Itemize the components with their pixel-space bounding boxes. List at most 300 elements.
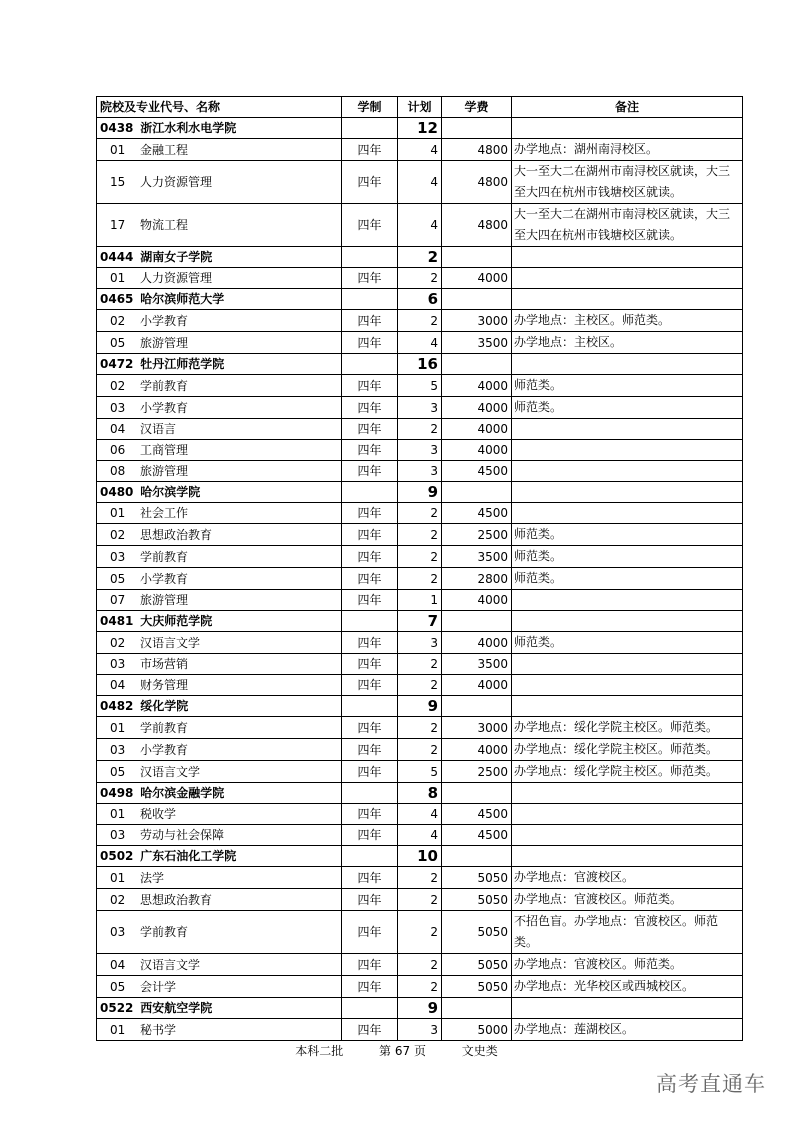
school-name: 湖南女子学院 — [140, 250, 213, 264]
major-row — [97, 503, 743, 524]
school-row — [97, 354, 743, 375]
major-duration: 四年 — [342, 867, 398, 889]
major-code: 17 — [110, 218, 126, 232]
school-code: 0498 — [100, 786, 134, 800]
major-row — [97, 204, 743, 247]
major-note: 师范类。 — [512, 397, 743, 419]
major-fee: 4500 — [442, 804, 512, 825]
major-fee: 4500 — [442, 461, 512, 482]
school-code: 0481 — [100, 614, 134, 628]
major-fee: 4000 — [442, 268, 512, 289]
school-name-cell — [97, 289, 342, 310]
school-duration — [342, 289, 398, 310]
major-name: 财务管理 — [140, 678, 189, 692]
major-name-cell — [97, 654, 342, 675]
major-row — [97, 419, 743, 440]
school-name: 哈尔滨金融学院 — [140, 786, 225, 800]
major-code: 05 — [110, 571, 126, 586]
major-plan: 2 — [398, 739, 442, 761]
major-row — [97, 440, 743, 461]
school-row — [97, 611, 743, 632]
major-code: 02 — [110, 892, 126, 907]
major-code: 05 — [110, 764, 126, 779]
major-plan: 3 — [398, 397, 442, 419]
major-plan: 3 — [398, 1019, 442, 1041]
major-row — [97, 804, 743, 825]
header-note: 备注 — [512, 97, 743, 118]
header-fee: 学费 — [442, 97, 512, 118]
major-fee: 5050 — [442, 954, 512, 976]
major-fee: 4000 — [442, 397, 512, 419]
major-row — [97, 739, 743, 761]
major-name-cell — [97, 761, 342, 783]
major-row — [97, 675, 743, 696]
major-row — [97, 1019, 743, 1041]
major-note: 办学地点：光华校区或西城校区。 — [512, 976, 743, 998]
major-name: 金融工程 — [140, 142, 189, 157]
major-plan: 4 — [398, 139, 442, 161]
major-row — [97, 268, 743, 289]
school-name: 西安航空学院 — [140, 1001, 213, 1015]
major-name-cell — [97, 739, 342, 761]
major-name: 物流工程 — [140, 218, 189, 232]
major-name: 学前教育 — [140, 549, 189, 564]
major-note: 办学地点：主校区。 — [512, 332, 743, 354]
major-name: 人力资源管理 — [140, 271, 213, 285]
major-duration: 四年 — [342, 310, 398, 332]
school-code: 0502 — [100, 849, 134, 863]
major-fee: 4800 — [442, 161, 512, 204]
major-row — [97, 568, 743, 590]
school-row — [97, 482, 743, 503]
major-plan: 5 — [398, 375, 442, 397]
major-note: 办学地点：官渡校区。师范类。 — [512, 954, 743, 976]
school-name-cell — [97, 846, 342, 867]
major-note: 办学地点：绥化学院主校区。师范类。 — [512, 739, 743, 761]
major-name: 社会工作 — [140, 506, 189, 520]
school-note — [512, 482, 743, 503]
major-name-cell — [97, 503, 342, 524]
major-fee: 4000 — [442, 739, 512, 761]
major-name-cell — [97, 524, 342, 546]
major-name-cell — [97, 461, 342, 482]
major-note: 大一至大二在湖州市南浔校区就读，大三至大四在杭州市钱塘校区就读。 — [512, 204, 743, 247]
major-name: 思想政治教育 — [140, 527, 213, 542]
major-name: 劳动与社会保障 — [140, 828, 225, 842]
school-plan: 16 — [398, 354, 442, 375]
school-duration — [342, 118, 398, 139]
major-row — [97, 461, 743, 482]
major-plan: 3 — [398, 440, 442, 461]
major-name-cell — [97, 332, 342, 354]
major-fee: 5050 — [442, 976, 512, 998]
major-note — [512, 440, 743, 461]
major-row — [97, 717, 743, 739]
major-name: 学前教育 — [140, 378, 189, 393]
school-name-cell — [97, 783, 342, 804]
major-name-cell — [97, 717, 342, 739]
major-fee: 4000 — [442, 675, 512, 696]
major-duration: 四年 — [342, 375, 398, 397]
major-plan: 4 — [398, 332, 442, 354]
major-name-cell — [97, 1019, 342, 1041]
school-note — [512, 846, 743, 867]
school-plan: 9 — [398, 696, 442, 717]
major-name: 小学教育 — [140, 742, 189, 757]
major-note: 师范类。 — [512, 568, 743, 590]
major-duration: 四年 — [342, 139, 398, 161]
page-footer — [0, 1042, 793, 1059]
school-code: 0444 — [100, 250, 134, 264]
major-plan: 2 — [398, 268, 442, 289]
major-fee: 4000 — [442, 440, 512, 461]
school-note — [512, 611, 743, 632]
major-fee: 5050 — [442, 867, 512, 889]
major-fee: 4000 — [442, 419, 512, 440]
major-plan: 2 — [398, 867, 442, 889]
school-row — [97, 118, 743, 139]
major-name-cell — [97, 419, 342, 440]
major-duration: 四年 — [342, 568, 398, 590]
major-name-cell — [97, 161, 342, 204]
major-code: 01 — [110, 1022, 126, 1037]
major-name: 旅游管理 — [140, 335, 189, 350]
major-fee: 4000 — [442, 590, 512, 611]
school-fee — [442, 696, 512, 717]
major-fee: 3000 — [442, 717, 512, 739]
school-name: 哈尔滨师范大学 — [140, 292, 225, 306]
major-name: 学前教育 — [140, 925, 189, 939]
school-note — [512, 696, 743, 717]
school-name-cell — [97, 998, 342, 1019]
major-note: 师范类。 — [512, 546, 743, 568]
major-row — [97, 375, 743, 397]
major-name-cell — [97, 546, 342, 568]
major-fee: 4800 — [442, 139, 512, 161]
major-name: 汉语言文学 — [140, 957, 201, 972]
major-name: 人力资源管理 — [140, 175, 213, 189]
major-row — [97, 867, 743, 889]
major-name: 思想政治教育 — [140, 892, 213, 907]
footer-category: 文史类 — [461, 1044, 498, 1058]
major-note — [512, 268, 743, 289]
major-fee: 4500 — [442, 825, 512, 846]
footer-page: 第 67 页 — [379, 1044, 426, 1058]
major-duration: 四年 — [342, 632, 398, 654]
major-code: 06 — [110, 443, 126, 457]
major-note: 师范类。 — [512, 632, 743, 654]
school-note — [512, 354, 743, 375]
major-plan: 2 — [398, 419, 442, 440]
school-duration — [342, 998, 398, 1019]
major-code: 07 — [110, 593, 126, 607]
major-name-cell — [97, 440, 342, 461]
school-name-cell — [97, 247, 342, 268]
major-code: 01 — [110, 807, 126, 821]
school-name-cell — [97, 118, 342, 139]
school-plan: 8 — [398, 783, 442, 804]
major-duration: 四年 — [342, 739, 398, 761]
major-name: 秘书学 — [140, 1022, 177, 1037]
major-name-cell — [97, 632, 342, 654]
major-name: 工商管理 — [140, 443, 189, 457]
major-fee: 4000 — [442, 375, 512, 397]
major-code: 15 — [110, 175, 126, 189]
major-row — [97, 911, 743, 954]
major-code: 03 — [110, 549, 126, 564]
major-note: 师范类。 — [512, 524, 743, 546]
major-duration: 四年 — [342, 440, 398, 461]
major-plan: 2 — [398, 654, 442, 675]
major-duration: 四年 — [342, 954, 398, 976]
major-duration: 四年 — [342, 204, 398, 247]
major-fee: 3000 — [442, 310, 512, 332]
school-code: 0482 — [100, 699, 134, 713]
major-name: 汉语言文学 — [140, 635, 201, 650]
major-note: 师范类。 — [512, 375, 743, 397]
school-name: 牡丹江师范学院 — [140, 357, 225, 371]
major-duration: 四年 — [342, 675, 398, 696]
major-plan: 2 — [398, 675, 442, 696]
header-name: 院校及专业代号、名称 — [97, 97, 342, 118]
major-plan: 2 — [398, 310, 442, 332]
major-note — [512, 804, 743, 825]
major-code: 05 — [110, 979, 126, 994]
major-duration: 四年 — [342, 911, 398, 954]
school-fee — [442, 118, 512, 139]
major-plan: 2 — [398, 717, 442, 739]
major-note: 大一至大二在湖州市南浔校区就读，大三至大四在杭州市钱塘校区就读。 — [512, 161, 743, 204]
school-duration — [342, 247, 398, 268]
major-row — [97, 590, 743, 611]
school-name-cell — [97, 482, 342, 503]
major-duration: 四年 — [342, 419, 398, 440]
major-note — [512, 503, 743, 524]
major-code: 02 — [110, 635, 126, 650]
major-name-cell — [97, 268, 342, 289]
major-name: 汉语言 — [140, 422, 177, 436]
major-plan: 4 — [398, 204, 442, 247]
school-note — [512, 118, 743, 139]
major-name-cell — [97, 954, 342, 976]
school-plan: 10 — [398, 846, 442, 867]
school-fee — [442, 289, 512, 310]
major-fee: 2800 — [442, 568, 512, 590]
school-duration — [342, 611, 398, 632]
major-code: 01 — [110, 506, 126, 520]
major-duration: 四年 — [342, 889, 398, 911]
school-plan: 9 — [398, 482, 442, 503]
major-fee: 2500 — [442, 524, 512, 546]
major-code: 03 — [110, 925, 126, 939]
major-code: 02 — [110, 527, 126, 542]
major-fee: 4500 — [442, 503, 512, 524]
school-plan: 6 — [398, 289, 442, 310]
major-duration: 四年 — [342, 654, 398, 675]
major-plan: 4 — [398, 825, 442, 846]
major-row — [97, 976, 743, 998]
school-fee — [442, 611, 512, 632]
major-name-cell — [97, 310, 342, 332]
major-code: 02 — [110, 378, 126, 393]
major-fee: 3500 — [442, 332, 512, 354]
major-plan: 2 — [398, 568, 442, 590]
major-name-cell — [97, 590, 342, 611]
major-name-cell — [97, 867, 342, 889]
major-duration: 四年 — [342, 397, 398, 419]
school-row — [97, 289, 743, 310]
major-duration: 四年 — [342, 524, 398, 546]
major-fee: 5050 — [442, 889, 512, 911]
header-duration: 学制 — [342, 97, 398, 118]
school-fee — [442, 998, 512, 1019]
school-row — [97, 247, 743, 268]
major-duration: 四年 — [342, 546, 398, 568]
major-note — [512, 590, 743, 611]
major-note: 办学地点：湖州南浔校区。 — [512, 139, 743, 161]
major-duration: 四年 — [342, 1019, 398, 1041]
major-duration: 四年 — [342, 332, 398, 354]
school-fee — [442, 354, 512, 375]
major-plan: 2 — [398, 976, 442, 998]
school-code: 0438 — [100, 121, 134, 135]
major-fee: 5050 — [442, 911, 512, 954]
school-row — [97, 783, 743, 804]
school-note — [512, 289, 743, 310]
major-plan: 5 — [398, 761, 442, 783]
major-fee: 3500 — [442, 546, 512, 568]
school-code: 0480 — [100, 485, 134, 499]
school-name: 广东石油化工学院 — [140, 849, 237, 863]
major-fee: 4800 — [442, 204, 512, 247]
school-name: 浙江水利水电学院 — [140, 121, 237, 135]
major-name-cell — [97, 976, 342, 998]
school-name: 哈尔滨学院 — [140, 485, 201, 499]
major-name: 旅游管理 — [140, 593, 189, 607]
school-name: 绥化学院 — [140, 699, 189, 713]
school-note — [512, 783, 743, 804]
school-fee — [442, 247, 512, 268]
major-plan: 2 — [398, 546, 442, 568]
major-code: 05 — [110, 335, 126, 350]
school-plan: 2 — [398, 247, 442, 268]
major-plan: 4 — [398, 804, 442, 825]
school-duration — [342, 482, 398, 503]
major-row — [97, 761, 743, 783]
major-code: 08 — [110, 464, 126, 478]
major-row — [97, 889, 743, 911]
school-row — [97, 696, 743, 717]
school-plan: 9 — [398, 998, 442, 1019]
major-plan: 2 — [398, 911, 442, 954]
major-code: 04 — [110, 422, 126, 436]
school-name-cell — [97, 354, 342, 375]
school-code: 0472 — [100, 357, 134, 371]
major-row — [97, 310, 743, 332]
major-row — [97, 546, 743, 568]
major-name-cell — [97, 397, 342, 419]
major-name-cell — [97, 825, 342, 846]
school-name-cell — [97, 611, 342, 632]
school-duration — [342, 354, 398, 375]
major-duration: 四年 — [342, 503, 398, 524]
school-duration — [342, 783, 398, 804]
major-duration: 四年 — [342, 161, 398, 204]
major-row — [97, 654, 743, 675]
major-fee: 2500 — [442, 761, 512, 783]
major-plan: 2 — [398, 954, 442, 976]
school-plan: 7 — [398, 611, 442, 632]
major-plan: 2 — [398, 503, 442, 524]
major-row — [97, 161, 743, 204]
school-fee — [442, 482, 512, 503]
watermark: 高考直通车 — [656, 1072, 766, 1096]
school-row — [97, 846, 743, 867]
major-name-cell — [97, 204, 342, 247]
major-fee: 5000 — [442, 1019, 512, 1041]
major-name: 学前教育 — [140, 720, 189, 735]
major-plan: 4 — [398, 161, 442, 204]
major-code: 03 — [110, 742, 126, 757]
major-plan: 3 — [398, 632, 442, 654]
major-name: 汉语言文学 — [140, 764, 201, 779]
major-plan: 2 — [398, 889, 442, 911]
major-row — [97, 954, 743, 976]
header-plan: 计划 — [398, 97, 442, 118]
school-row — [97, 998, 743, 1019]
school-plan: 12 — [398, 118, 442, 139]
major-note: 不招色盲。办学地点：官渡校区。师范类。 — [512, 911, 743, 954]
major-note: 办学地点：官渡校区。师范类。 — [512, 889, 743, 911]
school-name-cell — [97, 696, 342, 717]
major-name-cell — [97, 804, 342, 825]
major-duration: 四年 — [342, 268, 398, 289]
major-duration: 四年 — [342, 461, 398, 482]
major-note — [512, 654, 743, 675]
major-row — [97, 332, 743, 354]
major-name-cell — [97, 139, 342, 161]
major-duration: 四年 — [342, 590, 398, 611]
school-fee — [442, 846, 512, 867]
major-duration: 四年 — [342, 761, 398, 783]
major-note — [512, 419, 743, 440]
major-code: 01 — [110, 870, 126, 885]
major-name-cell — [97, 889, 342, 911]
major-name-cell — [97, 375, 342, 397]
major-row — [97, 139, 743, 161]
major-fee: 3500 — [442, 654, 512, 675]
major-plan: 1 — [398, 590, 442, 611]
table-header-row — [97, 97, 743, 118]
major-code: 01 — [110, 142, 126, 157]
major-note: 办学地点：绥化学院主校区。师范类。 — [512, 761, 743, 783]
major-row — [97, 825, 743, 846]
major-code: 03 — [110, 657, 126, 671]
major-plan: 2 — [398, 524, 442, 546]
major-name: 小学教育 — [140, 571, 189, 586]
major-row — [97, 524, 743, 546]
major-fee: 4000 — [442, 632, 512, 654]
school-code: 0522 — [100, 1001, 134, 1015]
major-note — [512, 825, 743, 846]
major-note: 办学地点：绥化学院主校区。师范类。 — [512, 717, 743, 739]
major-name: 市场营销 — [140, 657, 189, 671]
major-plan: 3 — [398, 461, 442, 482]
major-code: 04 — [110, 957, 126, 972]
footer-batch: 本科二批 — [295, 1044, 344, 1058]
major-note: 办学地点：主校区。师范类。 — [512, 310, 743, 332]
school-note — [512, 998, 743, 1019]
